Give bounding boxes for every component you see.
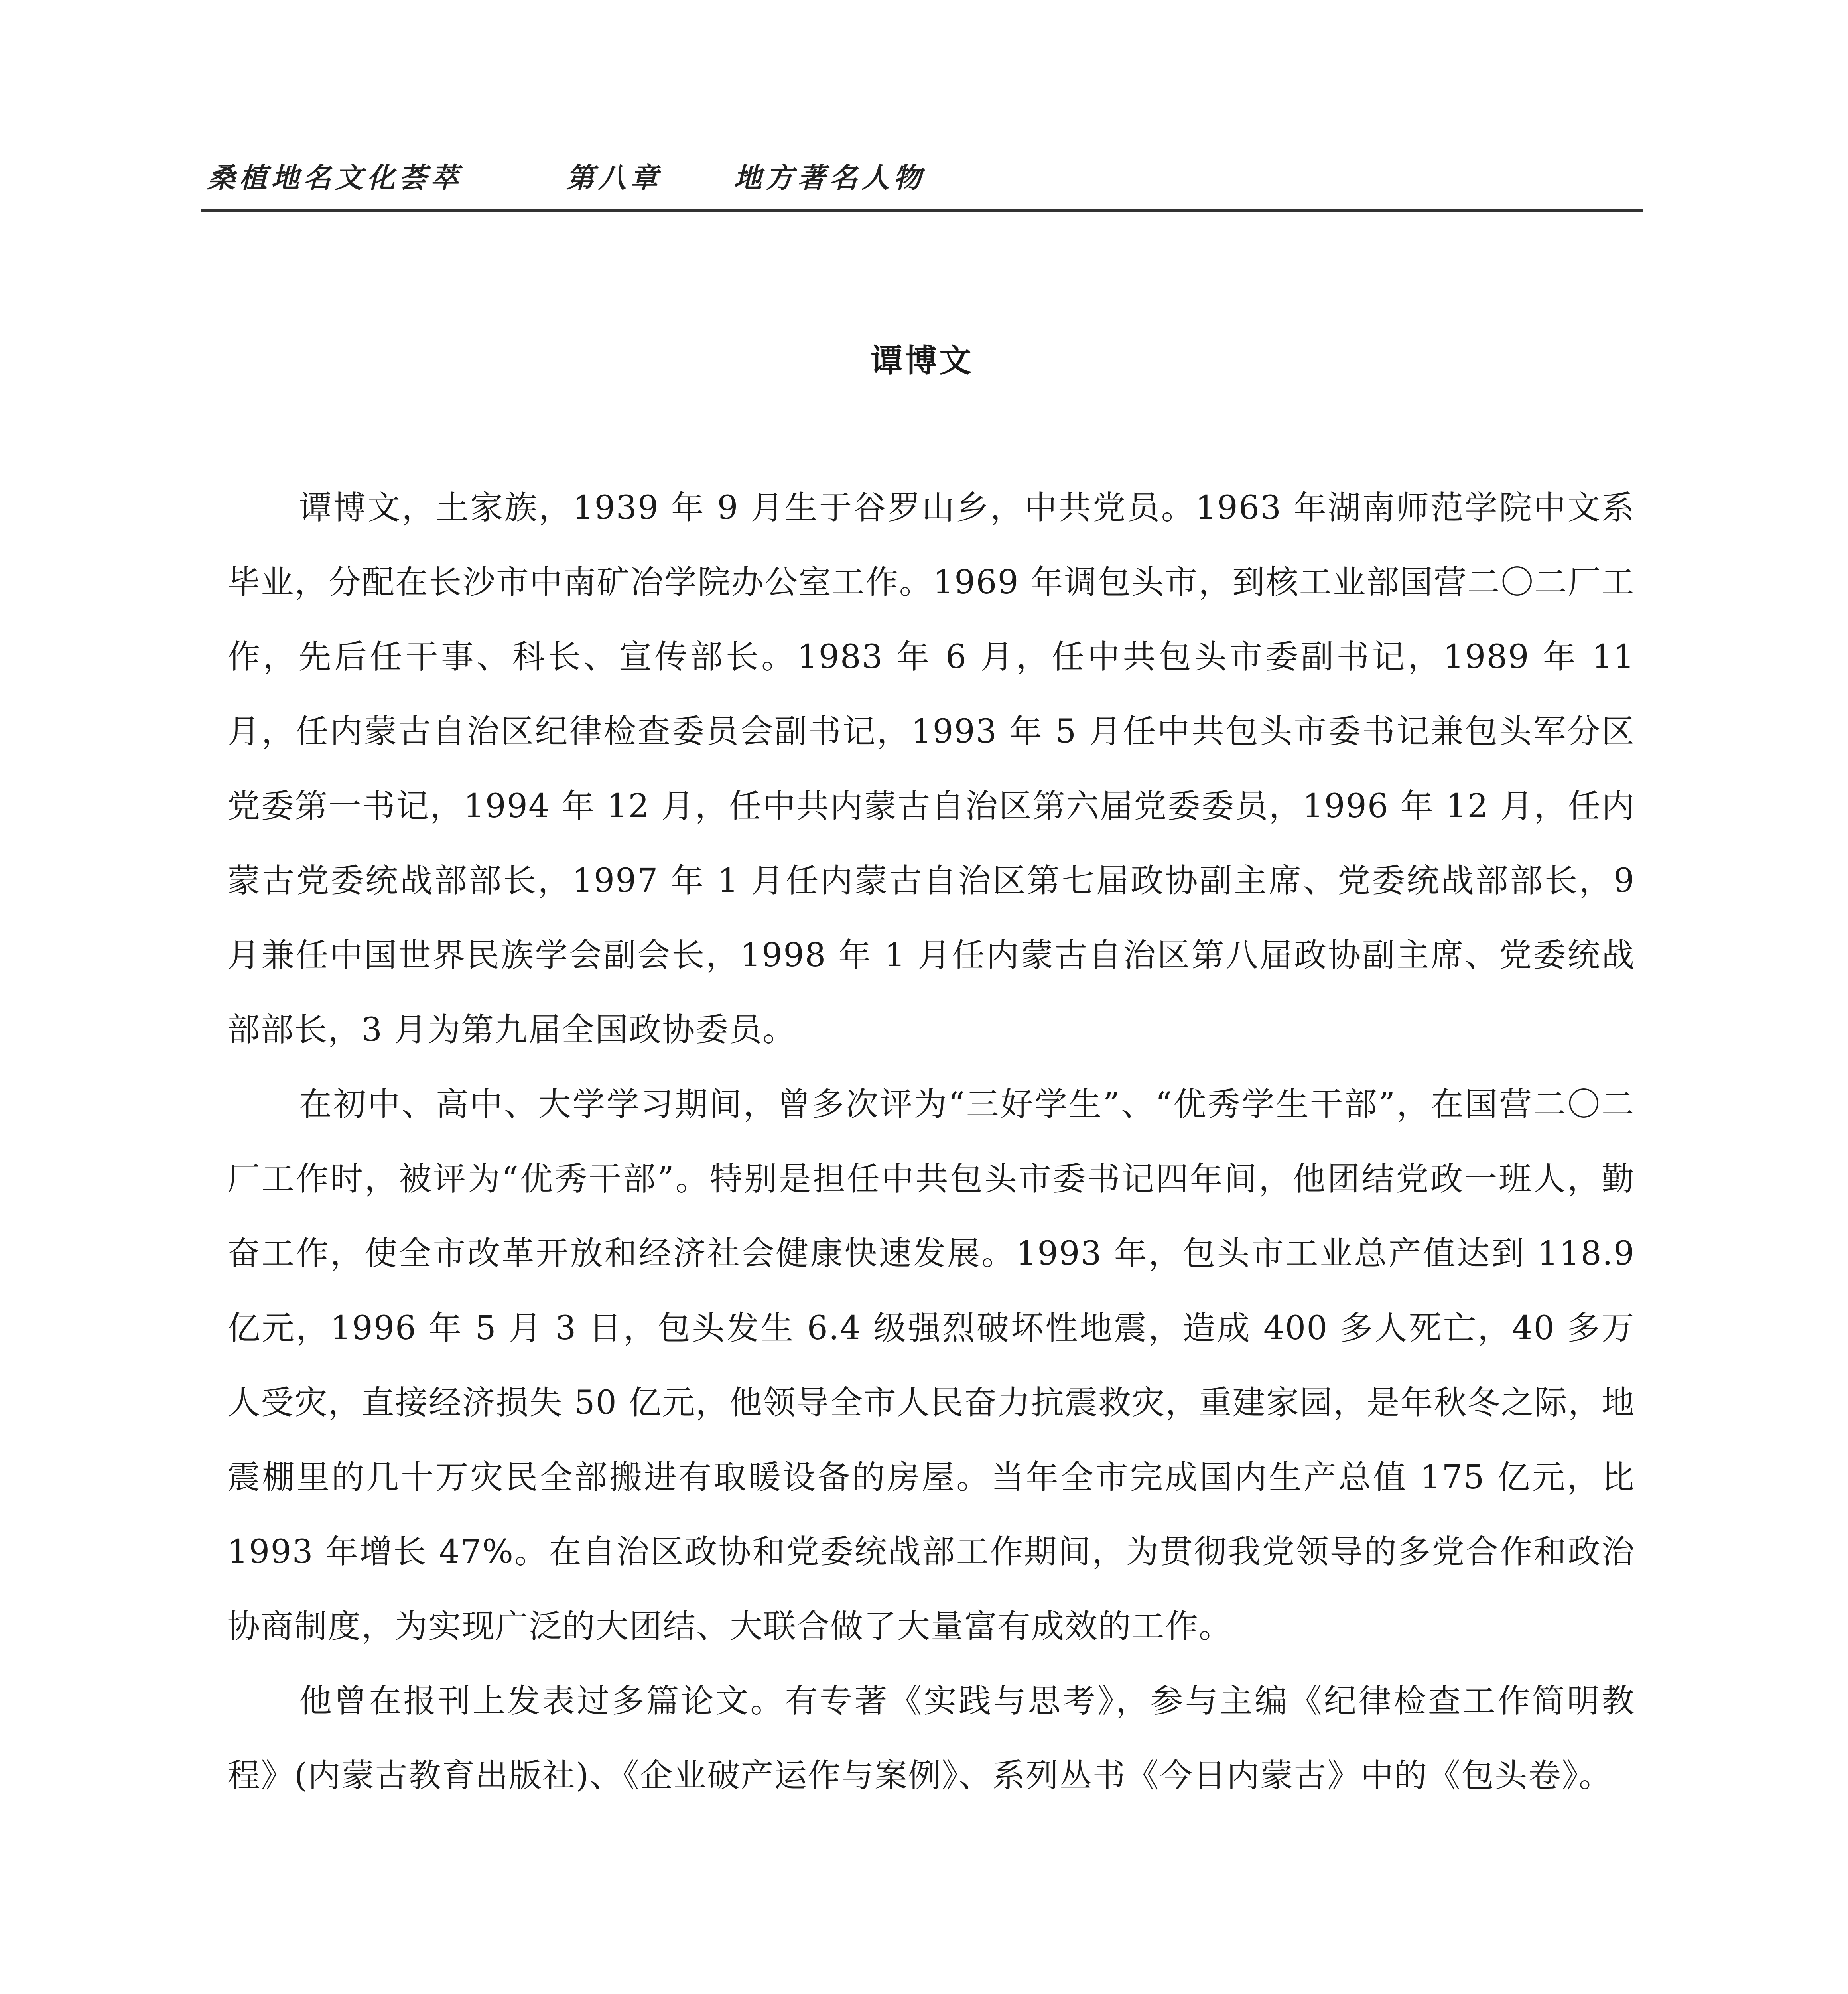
running-header [207, 156, 1643, 196]
header-chapter-title: 地方著名人物 [734, 162, 925, 194]
paragraph: 谭博文，土家族，1939 年 9 月生于谷罗山乡，中共党员。1963 年湖南师范学院中文系毕业，分配在长沙市中南矿冶学院办公室工作。1969 年调包头市，到核工业部国营二〇二厂工作，先后任干事、科长、宣传部长。1983 年 6 月，任中共包头市委副书记，1989 年 11 月，任内蒙古自治区纪律检查委员会副书记，1993 年 5 月任中共包头市委书记兼包头军分区党委第一书记，1994 年 12 月，任中共内蒙古自治区第六届党委委员，1996 年 12 月，任内蒙古党委统战部部长，1997 年 1 月任内蒙古自治区第七届政协副主席、党委统战部部长，9 月兼任中国世界民族学会副会长，1998 年 1 月任内蒙古自治区第八届政协副主席、党委统战部部长，3 月为第九届全国政协委员。 [227, 489, 1635, 1049]
header-book-title: 桑植地名文化荟萃 [207, 162, 463, 194]
header-divider [201, 209, 1643, 212]
header-chapter: 第八章 [566, 162, 662, 194]
paragraph: 在初中、高中、大学学习期间，曾多次评为“三好学生”、“优秀学生干部”，在国营二〇二厂工作时，被评为“优秀干部”。特别是担任中共包头市委书记四年间，他团结党政一班人，勤奋工作，使全市改革开放和经济社会健康快速发展。1993 年，包头市工业总产值达到 118.9 亿元，1996 年 5 月 3 日，包头发生 6.4 级强烈破坏性地震，造成 400 多人死亡，40 多万人受灾，直接经济损失 50 亿元，他领导全市人民奋力抗震救灾，重建家园，是年秋冬之际，地震棚里的几十万灾民全部搬进有取暖设备的房屋。当年全市完成国内生产总值 175 亿元，比 1993 年增长 47%。在自治区政协和党委统战部工作期间，为贯彻我党领导的多党合作和政治协商制度，为实现广泛的大团结、大联合做了大量富有成效的工作。 [227, 1086, 1635, 1645]
paragraph: 他曾在报刊上发表过多篇论文。有专著《实践与思考》，参与主编《纪律检查工作简明教程》(内蒙古教育出版社)、《企业破产运作与案例》、系列丛书《今日内蒙古》中的《包头卷》。 [227, 1682, 1635, 1795]
section-title-tan-bowen: 谭博文 [871, 342, 974, 379]
section-body-tan-bowen [227, 471, 1635, 1813]
